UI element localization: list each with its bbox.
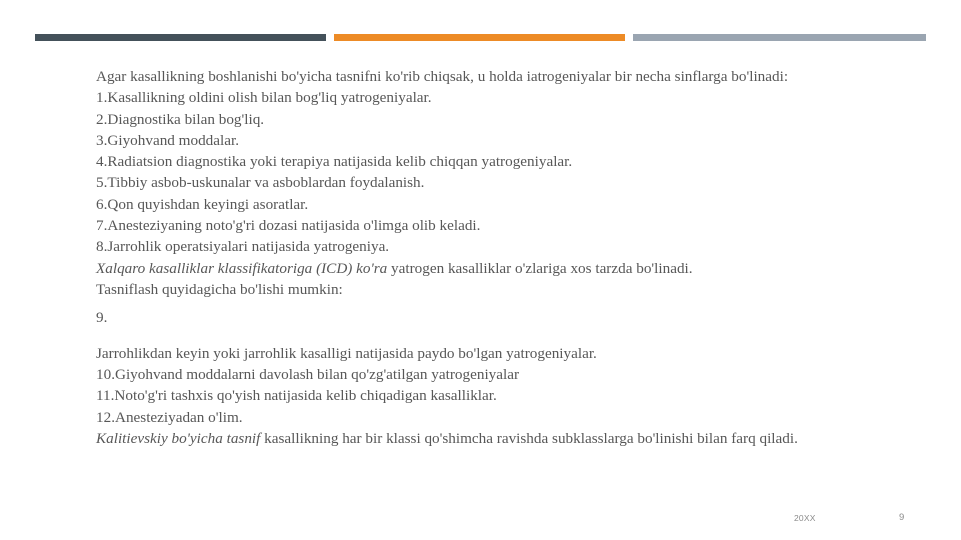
decor-bar-orange: [334, 34, 625, 41]
slide-body-text: [96, 66, 856, 449]
kalitievskiy-italic-run: Kalitievskiy bo'yicha tasnif: [96, 430, 261, 448]
list-item: 10.Giyohvand moddalarni davolash bilan qo'zg'atilgan yatrogeniyalar: [96, 366, 520, 384]
list-item: 1.Kasallikning oldini olish bilan bog'liq yatrogeniyalar.: [96, 89, 432, 107]
list-item: 7.Anesteziyaning noto'g'ri dozasi natijasida o'limga olib keladi.: [96, 217, 481, 235]
decor-bar-gray: [633, 34, 926, 41]
icd-classification-paragraph: [96, 258, 856, 279]
tasniflash-paragraph: Tasniflash quyidagicha bo'lishi mumkin:: [96, 280, 343, 298]
blank-line: [96, 322, 856, 343]
decor-bar-dark: [35, 34, 326, 41]
list-item: 12.Anesteziyadan o'lim.: [96, 408, 243, 426]
list-item: 2.Diagnostika bilan bog'liq.: [96, 110, 265, 128]
footer-date: 20XX: [794, 513, 816, 523]
intro-paragraph: Agar kasallikning boshlanishi bo'yicha tasnifni ko'rib chiqsak, u holda iatrogeniyalar bir necha sinflarga bo'linadi:: [96, 68, 789, 85]
blank-line: [96, 300, 856, 321]
stray-list-number: 9.: [96, 309, 108, 326]
list-item: 6.Qon quyishdan keyingi asoratlar.: [96, 195, 309, 213]
footer-page-number: 9: [899, 512, 905, 523]
kalitievskiy-rest-run: kasallikning har bir klassi qo'shimcha ravishda subklasslarga bo'linishi bilan farq qiladi.: [260, 430, 798, 448]
post-surgery-paragraph: Jarrohlikdan keyin yoki jarrohlik kasalligi natijasida paydo bo'lgan yatrogeniyalar.: [96, 344, 597, 362]
icd-italic-run: Xalqaro kasalliklar klassifikatoriga (ICD) ko'ra: [96, 259, 388, 277]
kalitievskiy-paragraph: [96, 428, 856, 449]
list-item: 5.Tibbiy asbob-uskunalar va asboblardan foydalanish.: [96, 174, 425, 192]
list-item: 8.Jarrohlik operatsiyalari natijasida yatrogeniya.: [96, 238, 390, 256]
list-item: 4.Radiatsion diagnostika yoki terapiya natijasida kelib chiqqan yatrogeniyalar.: [96, 153, 573, 171]
icd-rest-run: yatrogen kasalliklar o'zlariga xos tarzda bo'linadi.: [387, 259, 693, 277]
list-item: 11.Noto'g'ri tashxis qo'yish natijasida kelib chiqadigan kasalliklar.: [96, 387, 497, 405]
list-item: 3.Giyohvand moddalar.: [96, 131, 239, 149]
